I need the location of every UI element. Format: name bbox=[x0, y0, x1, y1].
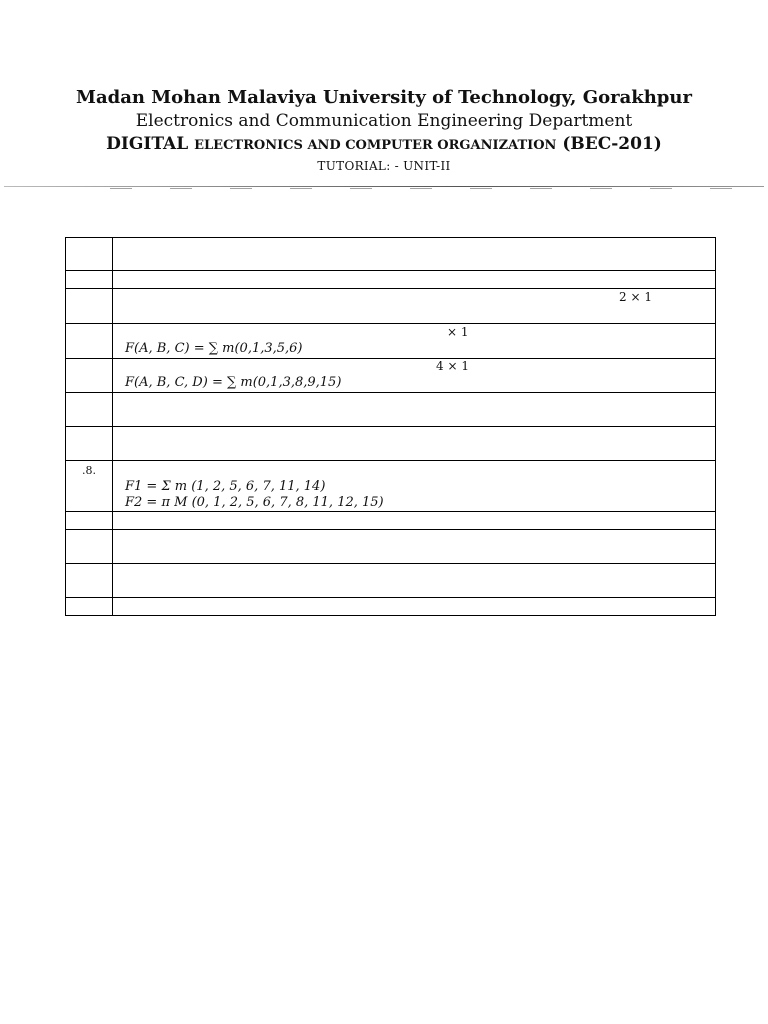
department-name: Electronics and Communication Engineering Department bbox=[135, 111, 633, 131]
table-row bbox=[66, 530, 716, 564]
table-row bbox=[66, 271, 716, 289]
row-number-cell bbox=[66, 271, 113, 289]
row-number-cell bbox=[66, 289, 113, 324]
tutorial-label: TUTORIAL: - UNIT-II bbox=[317, 159, 451, 173]
table-row bbox=[66, 598, 716, 616]
question-cell bbox=[113, 359, 716, 393]
question-cell bbox=[113, 271, 716, 289]
table-row bbox=[66, 564, 716, 598]
question-cell bbox=[113, 598, 716, 616]
course-title bbox=[0, 132, 768, 158]
question-cell bbox=[113, 512, 716, 530]
boolean-function-f1: F1 = Σ m (1, 2, 5, 6, 7, 11, 14) bbox=[125, 479, 326, 494]
table-row bbox=[66, 393, 716, 427]
question-cell bbox=[113, 324, 716, 359]
row-number-cell bbox=[66, 427, 113, 461]
header-divider bbox=[4, 186, 764, 187]
mux-size-text: 2 × 1 bbox=[619, 290, 652, 304]
row-number-cell bbox=[66, 393, 113, 427]
row-number-cell bbox=[66, 598, 113, 616]
question-cell bbox=[113, 238, 716, 271]
boolean-function-f2: F2 = π M (0, 1, 2, 5, 6, 7, 8, 11, 12, 15) bbox=[125, 495, 384, 510]
row-number-cell bbox=[66, 530, 113, 564]
row-number-cell bbox=[66, 324, 113, 359]
question-cell bbox=[113, 564, 716, 598]
table-row bbox=[66, 512, 716, 530]
table-row bbox=[66, 427, 716, 461]
table-row bbox=[66, 238, 716, 271]
table-row bbox=[66, 324, 716, 359]
row-number-cell bbox=[66, 238, 113, 271]
row-number-cell: .8. bbox=[66, 461, 113, 512]
mux-size-text: × 1 bbox=[447, 325, 469, 339]
mux-size-text: 4 × 1 bbox=[436, 359, 469, 373]
document-header bbox=[0, 86, 768, 174]
university-name: Madan Mohan Malaviya University of Technology, Gorakhpur bbox=[76, 87, 692, 108]
table-row bbox=[66, 461, 716, 512]
row-number-cell bbox=[66, 359, 113, 393]
question-cell bbox=[113, 530, 716, 564]
course-name: ELECTRONICS AND COMPUTER ORGANIZATION bbox=[194, 138, 557, 153]
question-cell bbox=[113, 427, 716, 461]
header-divider-dashes bbox=[110, 188, 760, 189]
question-table bbox=[65, 237, 716, 616]
table-row bbox=[66, 359, 716, 393]
question-cell bbox=[113, 393, 716, 427]
row-number-cell bbox=[66, 564, 113, 598]
boolean-function: F(A, B, C, D) = ∑ m(0,1,3,8,9,15) bbox=[125, 375, 342, 390]
question-cell bbox=[113, 289, 716, 324]
question-cell bbox=[113, 461, 716, 512]
table-row bbox=[66, 289, 716, 324]
course-prefix: DIGITAL bbox=[106, 134, 189, 154]
row-number-cell bbox=[66, 512, 113, 530]
course-code: (BEC-201) bbox=[562, 134, 662, 154]
boolean-function: F(A, B, C) = ∑ m(0,1,3,5,6) bbox=[125, 341, 303, 356]
